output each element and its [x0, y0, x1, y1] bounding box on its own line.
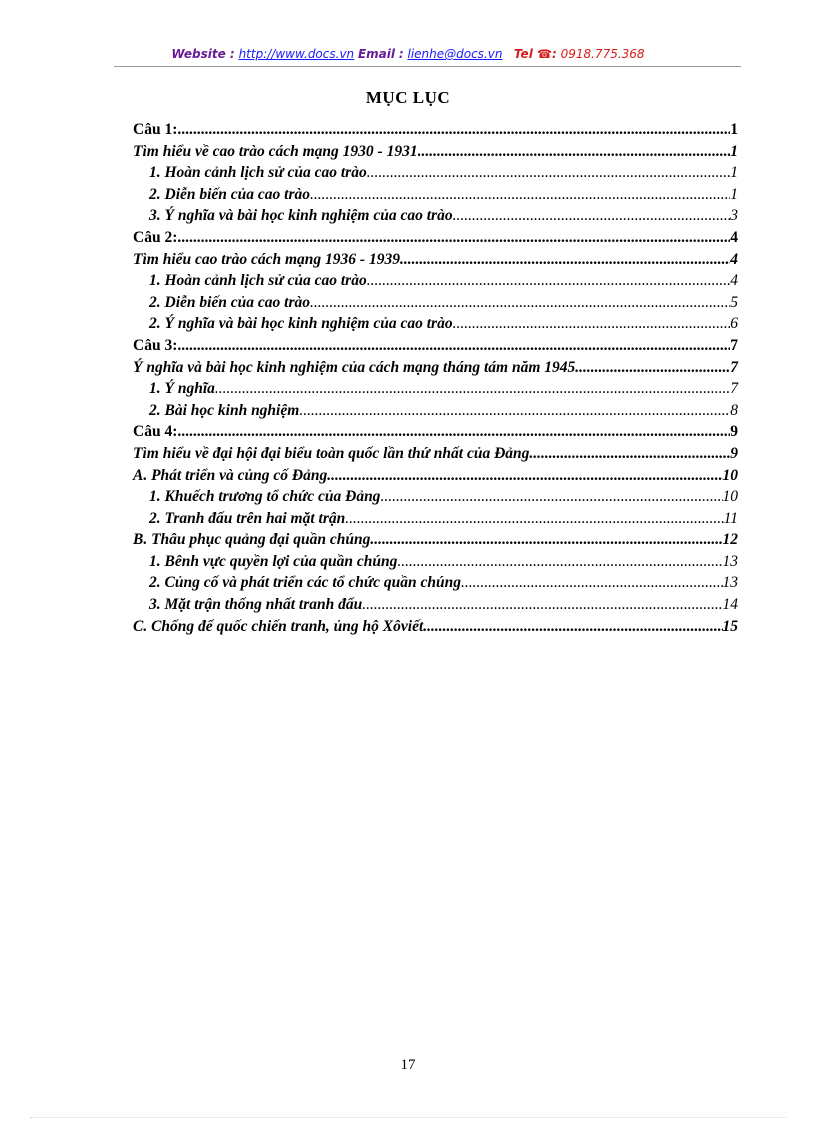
toc-entry[interactable] [133, 292, 738, 314]
toc-entry-title: 2. Tranh đấu trên hai mặt trận [149, 509, 346, 527]
toc-entry-title: Tìm hiểu cao trào cách mạng 1936 - 1939 [133, 250, 400, 268]
toc-entry[interactable] [133, 162, 738, 184]
toc-entry[interactable] [133, 572, 738, 594]
toc-entry-title: 1. Bênh vực quyền lợi của quần chúng [149, 552, 398, 570]
toc-entry-page: 12 [722, 531, 738, 549]
toc-entry-page: 6 [730, 315, 738, 333]
toc-entry-title: 2. Diễn biến của cao trào [149, 293, 311, 311]
email-link[interactable]: lienhe@docs.vn [407, 47, 503, 61]
toc-entry[interactable] [133, 141, 738, 163]
toc-entry[interactable] [133, 119, 738, 141]
toc-leader-dots [529, 443, 730, 465]
toc-leader-dots [461, 572, 723, 594]
toc-leader-dots [177, 421, 730, 443]
toc-entry-title: 2. Diễn biến của cao trào [149, 185, 311, 203]
toc-entry-page: 7 [730, 380, 738, 398]
toc-entry-title: 1. Hoàn cảnh lịch sử của cao trào [149, 164, 367, 182]
toc-leader-dots [397, 551, 722, 573]
toc-entry-page: 10 [722, 488, 738, 506]
tel-value: 0918.775.368 [560, 47, 645, 61]
toc-entry-page: 3 [730, 207, 738, 225]
header-divider [114, 66, 741, 67]
toc-entry-title: Câu 4: [133, 423, 178, 441]
table-of-contents [133, 119, 738, 637]
toc-entry-page: 9 [730, 423, 738, 441]
toc-entry-page: 7 [730, 336, 738, 354]
website-link[interactable]: http://www.docs.vn [238, 47, 355, 61]
toc-leader-dots [453, 313, 731, 335]
toc-entry-page: 10 [722, 466, 738, 484]
toc-entry-page: 13 [722, 574, 738, 592]
toc-entry-page: 4 [730, 250, 738, 268]
toc-entry-title: 3. Mặt trận thống nhất tranh đấu [149, 596, 363, 614]
toc-entry-title: Tìm hiểu về đại hội đại biểu toàn quốc lần thứ nhất của Đảng [133, 444, 530, 462]
toc-entry-page: 4 [730, 228, 738, 246]
toc-leader-dots [299, 400, 730, 422]
toc-leader-dots [310, 292, 730, 314]
toc-leader-dots [177, 335, 730, 357]
toc-leader-dots [380, 486, 722, 508]
toc-entry[interactable] [133, 594, 738, 616]
toc-entry-page: 4 [730, 272, 738, 290]
toc-entry-title: Câu 3: [133, 336, 178, 354]
toc-entry[interactable] [133, 421, 738, 443]
toc-leader-dots [215, 378, 730, 400]
email-label: Email [357, 47, 396, 61]
toc-entry-page: 1 [730, 164, 738, 182]
toc-leader-dots [345, 508, 723, 530]
toc-entry-page: 1 [730, 142, 738, 160]
toc-leader-dots [575, 357, 730, 379]
toc-leader-dots [367, 270, 731, 292]
bottom-border [30, 1117, 786, 1118]
toc-leader-dots [367, 162, 731, 184]
toc-leader-dots [370, 529, 722, 551]
toc-entry-title: Tìm hiểu về cao trào cách mạng 1930 - 1931 [133, 142, 418, 160]
email-separator: : [398, 47, 404, 61]
toc-entry-title: 2. Bài học kinh nghiệm [149, 401, 300, 419]
toc-entry[interactable] [133, 205, 738, 227]
toc-leader-dots [453, 205, 731, 227]
toc-leader-dots [177, 227, 730, 249]
toc-entry-title: 1. Khuếch trương tổ chức của Đảng [149, 488, 381, 506]
toc-entry-page: 7 [730, 358, 738, 376]
toc-entry-title: Câu 1: [133, 121, 178, 138]
toc-leader-dots [310, 184, 730, 206]
toc-entry-page: 8 [730, 401, 738, 419]
toc-entry-title: Ý nghĩa và bài học kinh nghiệm của cách mạng tháng tám năm 1945 [133, 358, 576, 376]
page-number: 17 [400, 1057, 416, 1073]
toc-entry[interactable] [133, 400, 738, 422]
toc-entry-page: 1 [730, 185, 738, 203]
toc-entry-title: 3. Ý nghĩa và bài học kinh nghiệm của cao trào [149, 207, 453, 225]
toc-entry[interactable] [133, 486, 738, 508]
toc-entry[interactable] [133, 270, 738, 292]
toc-entry[interactable] [133, 249, 738, 271]
tel-label: Tel ☎: [513, 47, 557, 61]
toc-entry-title: 1. Hoàn cảnh lịch sử của cao trào [149, 272, 367, 290]
toc-entry-title: B. Thâu phục quảng đại quần chúng [133, 531, 371, 549]
toc-entry-title: Câu 2: [133, 228, 178, 246]
toc-entry-title: C. Chống đế quốc chiến tranh, ủng hộ Xôviết [133, 617, 424, 635]
toc-entry[interactable] [133, 357, 738, 379]
toc-entry[interactable] [133, 313, 738, 335]
toc-entry[interactable] [133, 335, 738, 357]
toc-leader-dots [177, 119, 730, 141]
toc-entry-page: 15 [722, 617, 738, 635]
toc-leader-dots [327, 465, 722, 487]
toc-entry[interactable] [133, 443, 738, 465]
toc-entry-title: 2. Ý nghĩa và bài học kinh nghiệm của cao trào [149, 315, 453, 333]
page-header [0, 47, 816, 61]
toc-entry-page: 9 [730, 444, 738, 462]
toc-entry-page: 11 [723, 509, 738, 527]
toc-leader-dots [362, 594, 722, 616]
toc-leader-dots [400, 249, 730, 271]
toc-leader-dots [423, 616, 722, 638]
toc-entry[interactable] [133, 465, 738, 487]
toc-entry-title: 1. Ý nghĩa [149, 380, 215, 398]
toc-leader-dots [418, 141, 731, 163]
toc-entry[interactable] [133, 551, 738, 573]
website-label: Website : [171, 47, 235, 61]
toc-entry[interactable] [133, 378, 738, 400]
toc-entry[interactable] [133, 529, 738, 551]
toc-entry-page: 14 [722, 596, 738, 614]
page-title: MỤC LỤC [365, 88, 451, 107]
toc-entry-page: 5 [730, 293, 738, 311]
toc-entry-page: 13 [722, 552, 738, 570]
toc-entry-title: A. Phát triển và củng cố Đảng [133, 466, 328, 484]
toc-entry[interactable] [133, 227, 738, 249]
toc-entry[interactable] [133, 508, 738, 530]
toc-entry[interactable] [133, 616, 738, 638]
toc-entry[interactable] [133, 184, 738, 206]
toc-entry-page: 1 [730, 121, 738, 138]
toc-entry-title: 2. Củng cố và phát triển các tổ chức quần chúng [149, 574, 461, 592]
